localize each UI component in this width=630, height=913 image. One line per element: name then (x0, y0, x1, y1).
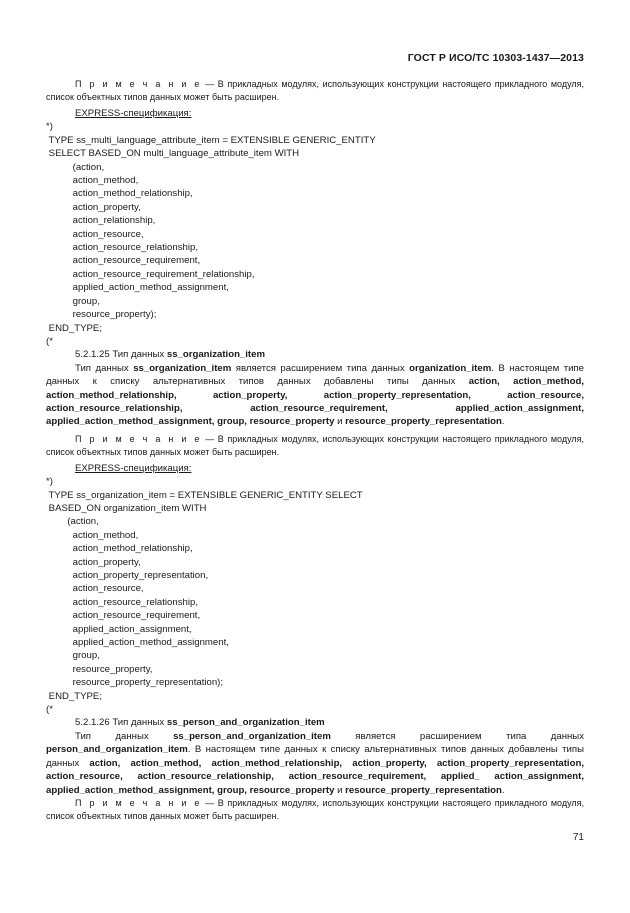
note-label: П р и м е ч а н и е (75, 433, 202, 444)
section-paragraph-5-2-1-25 (46, 362, 584, 429)
para-text: . В настоящем типе данных к списку альтернативных типов данных добавлены типы данных (46, 744, 584, 769)
express-code-1: *) TYPE ss_multi_language_attribute_item = EXTENSIBLE GENERIC_ENTITY SELECT BASED_ON multi_language_attribute_item WITH (action, action_method, action_method_relationship, action_property, action_relationship, action_resource, action_resource_relationship, action_resource_requirement, action_resource_requirement_relationship, applied_action_method_assignment, group, resource_property); END_TYPE; (* (46, 121, 376, 347)
section-heading-5-2-1-26 (46, 716, 584, 729)
para-text: является расширением типа данных (231, 362, 410, 374)
heading-type-name: ss_organization_item (166, 349, 265, 361)
para-text: . В настоящем типе данных к списку альтернативных типов данных добавлены типы данных (46, 362, 585, 388)
page-number: 71 (572, 832, 584, 843)
note-paragraph-3 (46, 797, 584, 823)
note-text: — В прикладных модулях, использующих конструкции настоящего прикладного модуля, список объектных типов данных может быть расширен. (46, 797, 585, 821)
note-label: П р и м е ч а н и е (75, 797, 202, 808)
type-name: ss_organization_item (133, 362, 232, 374)
section-paragraph-5-2-1-26 (46, 730, 584, 797)
note-paragraph-2 (46, 433, 584, 459)
base-type-name: organization_item (409, 362, 492, 374)
para-text: и (334, 416, 346, 428)
heading-number: 5.2.1.25 Тип данных (75, 349, 167, 361)
express-label-2: EXPRESS-спецификация: (75, 462, 192, 474)
note-text: — В прикладных модулях, использующих конструкции настоящего прикладного модуля, список объектных типов данных может быть расширен. (46, 79, 585, 102)
note-label: П р и м е ч а н и е (75, 79, 202, 89)
para-text: является расширением типа данных (330, 730, 584, 742)
document-body (46, 78, 584, 823)
para-text: . (501, 416, 505, 428)
note-text: — В прикладных модулях, использующих конструкции настоящего прикладного модуля, список объектных типов данных может быть расширен. (46, 433, 585, 457)
note-paragraph-1 (46, 78, 584, 104)
express-code-2: *) TYPE ss_organization_item = EXTENSIBLE GENERIC_ENTITY SELECT BASED_ON organization_item WITH (action, action_method, action_method_relationship, action_property, action_property_representation, action_resource, action_resource_relationship, action_resource_requirement, applied_action_assignment, applied_action_method_assignment, group, resource_property, resource_property_representation); END_TYPE; (* (46, 476, 363, 716)
added-types-list: action, action_method, action_method_relationship, action_property, action_property_representation, action_resource, action_resource_relationship, action_resource_requirement, applied_action_assignment, applied_action_method_assignment, group, resource_property (46, 376, 584, 428)
para-text: Тип данных (75, 730, 174, 742)
section-heading-5-2-1-25 (46, 348, 584, 361)
heading-type-name: ss_person_and_organization_item (166, 717, 325, 729)
document-page (46, 0, 584, 913)
para-text: и (334, 784, 346, 796)
type-name: ss_person_and_organization_item (173, 730, 331, 742)
express-label-1: EXPRESS-спецификация: (75, 108, 192, 119)
last-added-type: resource_property_representation (345, 416, 502, 428)
para-text: . (501, 784, 505, 796)
para-text: Тип данных (75, 362, 134, 374)
standard-header: ГОСТ Р ИСО/ТС 10303-1437—2013 (407, 52, 584, 64)
base-type-name: person_and_organization_item (46, 744, 188, 756)
added-types-list: action, action_method, action_method_relationship, action_property, action_property_representation, action_resource, action_resource_relationship, action_resource_requirement, applied_ action_assignment, applied_action_method_assignment, group, resource_property (46, 757, 584, 796)
heading-number: 5.2.1.26 Тип данных (75, 717, 167, 729)
last-added-type: resource_property_representation (345, 784, 502, 796)
